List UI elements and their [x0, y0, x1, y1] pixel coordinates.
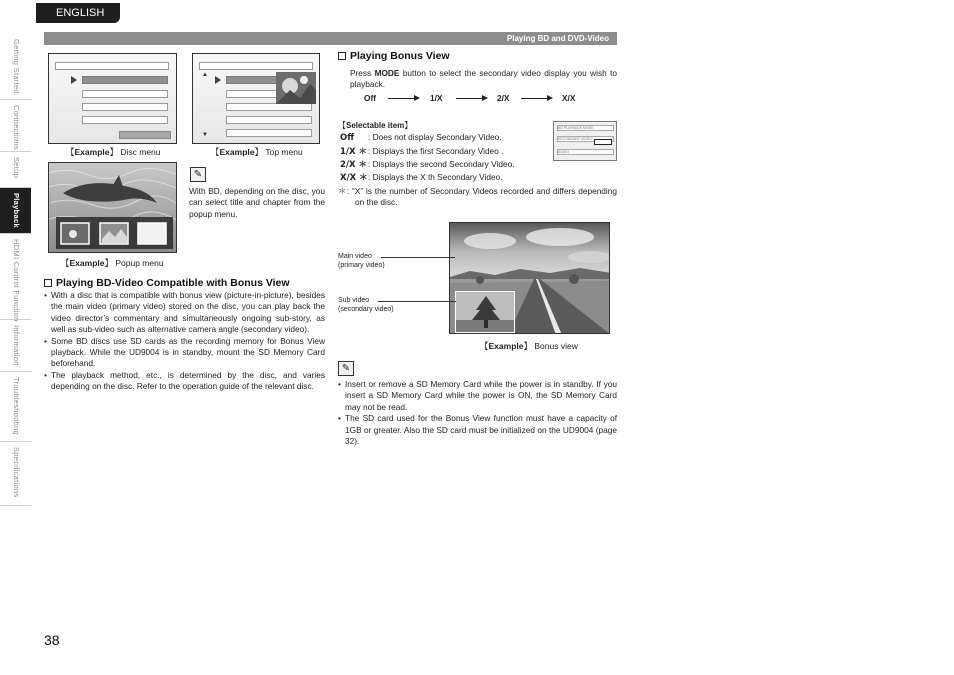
leader-line: [378, 301, 456, 302]
mini-osd-row: AUDIO: [557, 149, 614, 155]
flow-step-xx: X/X: [562, 93, 576, 103]
side-nav-item-getting-started[interactable]: [0, 34, 31, 100]
pencil-note-icon: ✎: [190, 167, 206, 182]
flow-step-2x: 2/X: [497, 93, 510, 103]
caption-disc-menu: 【Example】 Disc menu: [66, 147, 161, 157]
mini-osd-highlight: [594, 139, 612, 145]
heading-bonus-view: [338, 50, 450, 62]
page-number: 38: [44, 632, 60, 648]
note-popup-text: With BD, depending on the disc, you can select title and chapter from the popup menu.: [189, 186, 325, 219]
caption-text: Disc menu: [120, 147, 161, 157]
side-nav-label: HDMI Control Function: [12, 239, 21, 322]
menu-bar: [226, 103, 312, 111]
asterisk-note: ＊: “X” is the number of Secondary Videos recorded and differs depending on the disc.: [338, 186, 617, 208]
side-nav-item-hdmi-control[interactable]: [0, 234, 31, 320]
bonus-view-picture: [449, 222, 610, 334]
cursor-icon: [71, 76, 77, 84]
caption-top-menu: 【Example】 Top menu: [211, 147, 303, 157]
heading-text: Playing BD-Video Compatible with Bonus View: [56, 277, 290, 289]
caption-bonus-view: 【Example】 Bonus view: [480, 341, 578, 351]
language-tab: ENGLISH: [36, 3, 120, 23]
underwater-dolphin-image: [49, 163, 177, 253]
caption-text: Popup menu: [115, 258, 164, 268]
selectable-row-2x: [340, 158, 515, 170]
selectable-row-off: [340, 132, 502, 143]
caption-text: Top menu: [265, 147, 303, 157]
label-line-2: (primary video): [338, 262, 385, 269]
side-nav-label: Playback: [12, 193, 21, 228]
disc-menu-screen: [48, 53, 177, 144]
label-line-1: Main video: [338, 253, 372, 260]
menu-bar: [226, 116, 312, 124]
item-code: Off: [340, 133, 355, 143]
tree-image: [456, 292, 515, 333]
item-code: 2/X ＊: [340, 160, 368, 170]
main-video-label: [338, 252, 385, 270]
menu-bar: [82, 116, 168, 124]
menu-bar: [55, 62, 169, 70]
intro-text: Press: [350, 68, 375, 78]
caption-example-word: Example: [488, 341, 524, 351]
bullet-item: • The SD card used for the Bonus View function must have a capacity of 1GB or greater. Also the SD card must be initialized on the UD9004 (page 32).: [338, 413, 617, 447]
item-desc: : Displays the first Secondary Video .: [368, 146, 504, 156]
side-nav-label: Getting Started: [12, 39, 21, 94]
caption-example-word: Example: [74, 147, 110, 157]
intro-text: button to select the secondary video display you wish to playback.: [350, 68, 617, 90]
caption-example-word: Example: [69, 258, 105, 268]
heading-text: Playing Bonus View: [350, 50, 450, 62]
scroll-up-icon: ▲: [202, 72, 208, 78]
side-nav-item-troubleshooting[interactable]: [0, 372, 31, 442]
side-nav-label: Specifications: [12, 447, 21, 498]
mode-key-label: MODE: [374, 68, 400, 78]
flow-step-off: Off: [364, 93, 376, 103]
side-nav-item-setup[interactable]: [0, 152, 31, 188]
side-nav-item-connections[interactable]: [0, 100, 31, 152]
pencil-note-icon: ✎: [338, 361, 354, 376]
item-code: X/X ＊: [340, 173, 368, 183]
side-nav-item-playback[interactable]: [0, 188, 31, 234]
mini-osd-panel: [553, 121, 617, 161]
sub-video-label: [338, 296, 394, 314]
sub-video-inset: [455, 291, 515, 333]
mini-osd-row: SECONDARY VIDEO: [557, 136, 614, 142]
bonus-view-intro: [350, 68, 617, 91]
selectable-item-title: 【Selectable item】: [338, 121, 413, 130]
thumbnail-image: [276, 72, 316, 104]
arrow-right-icon: [456, 98, 486, 99]
item-desc: : Displays the X th Secondary Video.: [368, 172, 503, 182]
selectable-row-xx: [340, 171, 503, 183]
heading-bonus-compatible: [44, 277, 290, 289]
popup-menu-screen: [48, 162, 177, 253]
section-header-bar: Playing BD and DVD-Video: [44, 32, 617, 45]
side-nav-label: Troubleshooting: [12, 377, 21, 436]
caption-text: Bonus view: [534, 341, 578, 351]
caption-example-word: Example: [219, 147, 255, 157]
top-menu-screen: [192, 53, 320, 144]
mini-osd-row: BD PLAYBACK MODE: [557, 125, 614, 131]
arrow-right-icon: [388, 98, 418, 99]
checkbox-square-icon: [44, 279, 52, 287]
cursor-icon: [215, 76, 221, 84]
menu-bar: [82, 103, 168, 111]
label-line-2: (secondary video): [338, 306, 394, 313]
side-nav-label: Information: [12, 325, 21, 366]
side-nav-label: Setup: [12, 157, 21, 179]
side-nav-item-information[interactable]: [0, 320, 31, 372]
menu-bar: [119, 131, 171, 139]
menu-bar: [226, 129, 312, 137]
selectable-title-text: Selectable item: [346, 121, 405, 130]
bullet-item: • With a disc that is compatible with bonus view (picture-in-picture), besides the main video (primary video) stored on the disc, you can play back the video director’s commentary and simultaneously ongoing sub-story, as well as sub-video such as alternative camera angle (secondary video).: [44, 290, 325, 336]
item-desc: : Does not display Secondary Video.: [368, 132, 502, 142]
side-nav-label: Connections: [12, 105, 21, 150]
leader-line: [381, 257, 455, 258]
label-line-1: Sub video: [338, 297, 370, 304]
flow-step-1x: 1/X: [430, 93, 443, 103]
side-nav-item-specifications[interactable]: [0, 442, 31, 506]
arrow-right-icon: [521, 98, 551, 99]
caption-popup-menu: 【Example】 Popup menu: [61, 258, 164, 268]
menu-bar: [199, 62, 313, 70]
selectable-row-1x: [340, 145, 503, 157]
bullet-item: • Some BD discs use SD cards as the recording memory for Bonus View playback. While the UD9004 is in standby, mount the SD Memory Card beforehand.: [44, 336, 325, 370]
checkbox-square-icon: [338, 52, 346, 60]
bullet-item: • The playback method, etc., is determined by the disc, and varies depending on the disc. Refer to the operation guide of the relevant disc.: [44, 370, 325, 393]
scroll-down-icon: ▼: [202, 132, 208, 138]
menu-bar: [82, 90, 168, 98]
item-desc: : Displays the second Secondary Video.: [368, 159, 515, 169]
item-code: 1/X ＊: [340, 147, 368, 157]
bullet-item: • Insert or remove a SD Memory Card while the power is in standby. If you insert a SD Memory Card while the power is ON, the SD Memory Card may not be read.: [338, 379, 617, 413]
menu-bar-selected: [82, 76, 168, 84]
bonus-compatible-bullets: [44, 290, 325, 393]
bottom-notes: [338, 379, 617, 447]
